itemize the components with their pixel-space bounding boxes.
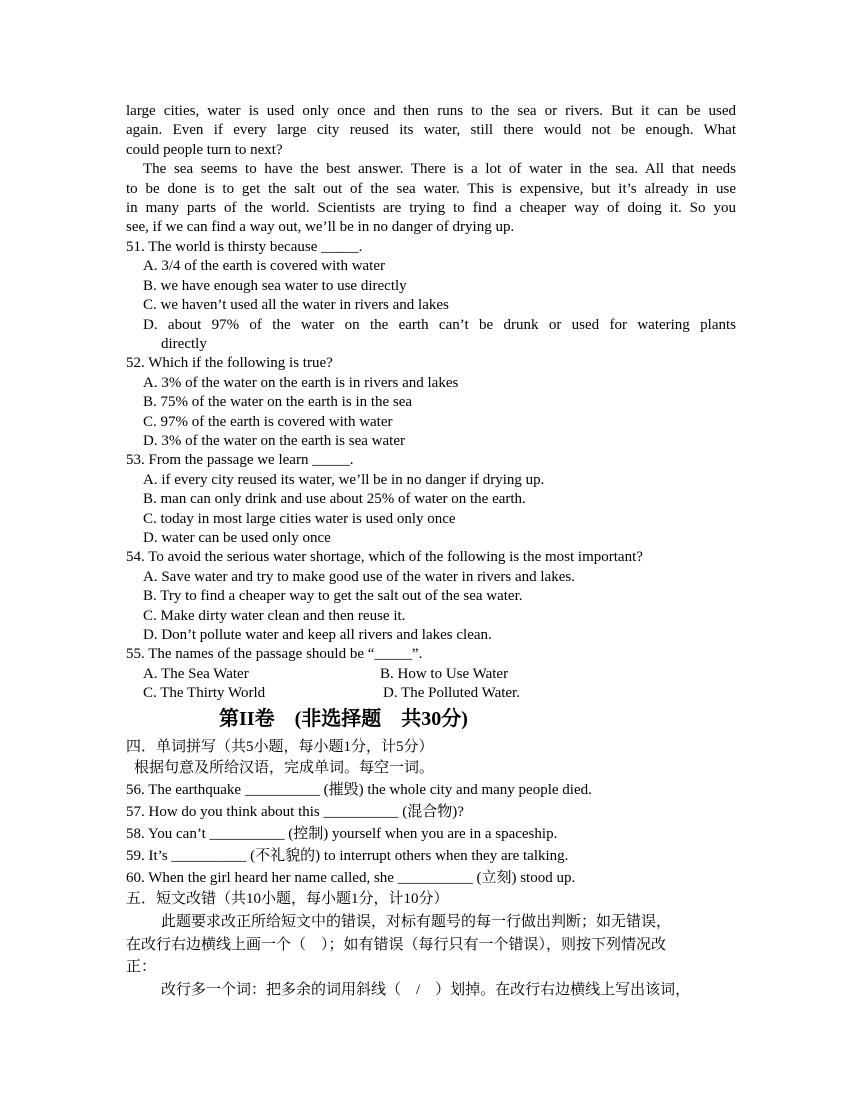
question-52-option-c: C. 97% of the earth is covered with water <box>143 414 393 430</box>
spelling-item: 58. You can’t __________ (控制) yourself when you are in a spaceship. <box>126 826 558 842</box>
part-4-heading: 四．单词拼写（共5小题，每小题1分，计5分） <box>126 739 434 755</box>
question-55-option-c: C. The Thirty World <box>143 685 266 701</box>
spelling-item: 60. When the girl heard her name called, she __________ (立刻) stood up. <box>126 870 576 886</box>
passage-line: could people turn to next? <box>126 142 283 158</box>
spelling-item: 56. The earthquake __________ (摧毁) the whole city and many people died. <box>126 782 592 798</box>
question-54-option-c: C. Make dirty water clean and then reuse it. <box>143 608 406 624</box>
question-54-option-d: D. Don’t pollute water and keep all rivers and lakes clean. <box>143 627 492 643</box>
question-53-option-c: C. today in most large cities water is used only once <box>143 511 456 527</box>
question-55-option-d: D. The Polluted Water. <box>383 685 520 701</box>
part-5-instruction-line: 此题要求改正所给短文中的错误，对标有题号的每一行做出判断；如无错误， <box>161 914 672 930</box>
question-55-stem: 55. The names of the passage should be “_____”. <box>126 646 423 662</box>
part-5-instruction-line: 正： <box>126 959 157 975</box>
question-55-option-a: A. The Sea Water <box>143 666 249 682</box>
question-52-stem: 52. Which if the following is true? <box>126 355 333 371</box>
question-52-option-d: D. 3% of the water on the earth is sea water <box>143 433 405 449</box>
question-51-option-c: C. we haven’t used all the water in rivers and lakes <box>143 297 449 313</box>
question-53-option-a: A. if every city reused its water, we’ll be in no danger if drying up. <box>143 472 545 488</box>
passage-line: large cities, water is used only once and then runs to the sea or rivers. But it can be used <box>126 103 736 119</box>
passage-line: in many parts of the world. Scientists are trying to find a cheaper way of doing it. So you <box>126 200 736 216</box>
passage-line: see, if we can find a way out, we’ll be in no danger of drying up. <box>126 219 515 235</box>
question-53-option-b: B. man can only drink and use about 25% of water on the earth. <box>143 491 526 507</box>
question-52-option-b: B. 75% of the water on the earth is in the sea <box>143 394 413 410</box>
part-4-instruction: 根据句意及所给汉语，完成单词。每空一词。 <box>134 760 435 776</box>
question-53-option-d: D. water can be used only once <box>143 530 331 546</box>
spelling-item: 57. How do you think about this __________ (混合物)? <box>126 804 464 820</box>
passage-line: The sea seems to have the best answer. There is a lot of water in the sea. All that needs <box>143 161 736 177</box>
part-5-heading: 五．短文改错（共10小题，每小题1分，计10分） <box>126 891 449 907</box>
question-54-option-a: A. Save water and try to make good use of the water in rivers and lakes. <box>143 569 575 585</box>
passage-line: to be done is to get the salt out of the sea water. This is expensive, but it’s already in use <box>126 181 736 197</box>
question-51-option-a: A. 3/4 of the earth is covered with water <box>143 258 385 274</box>
part-5-instruction-line: 在改行右边横线上画一个（ ）；如有错误（每行只有一个错误），则按下列情况改 <box>126 937 667 953</box>
question-51-stem: 51. The world is thirsty because _____. <box>126 239 363 255</box>
passage-line: again. Even if every large city reused its water, still there would not be enough. What <box>126 122 736 138</box>
question-54-option-b: B. Try to find a cheaper way to get the salt out of the sea water. <box>143 588 523 604</box>
part-5-instruction-line: 改行多一个词：把多余的词用斜线（ / ）划掉。在改行右边横线上写出该词， <box>161 982 691 998</box>
question-54-stem: 54. To avoid the serious water shortage, which of the following is the most important? <box>126 549 643 565</box>
question-52-option-a: A. 3% of the water on the earth is in rivers and lakes <box>143 375 459 391</box>
question-51-option-b: B. we have enough sea water to use directly <box>143 278 407 294</box>
question-51-option-d: D. about 97% of the water on the earth can’t be drunk or used for watering plants <box>143 317 736 333</box>
question-55-option-b: B. How to Use Water <box>380 666 509 682</box>
question-51-option-d-cont: directly <box>161 336 207 352</box>
section-2-title: 第II卷 (非选择题 共30分) <box>219 708 468 730</box>
question-53-stem: 53. From the passage we learn _____. <box>126 452 354 468</box>
spelling-item: 59. It’s __________ (不礼貌的) to interrupt others when they are talking. <box>126 848 569 864</box>
